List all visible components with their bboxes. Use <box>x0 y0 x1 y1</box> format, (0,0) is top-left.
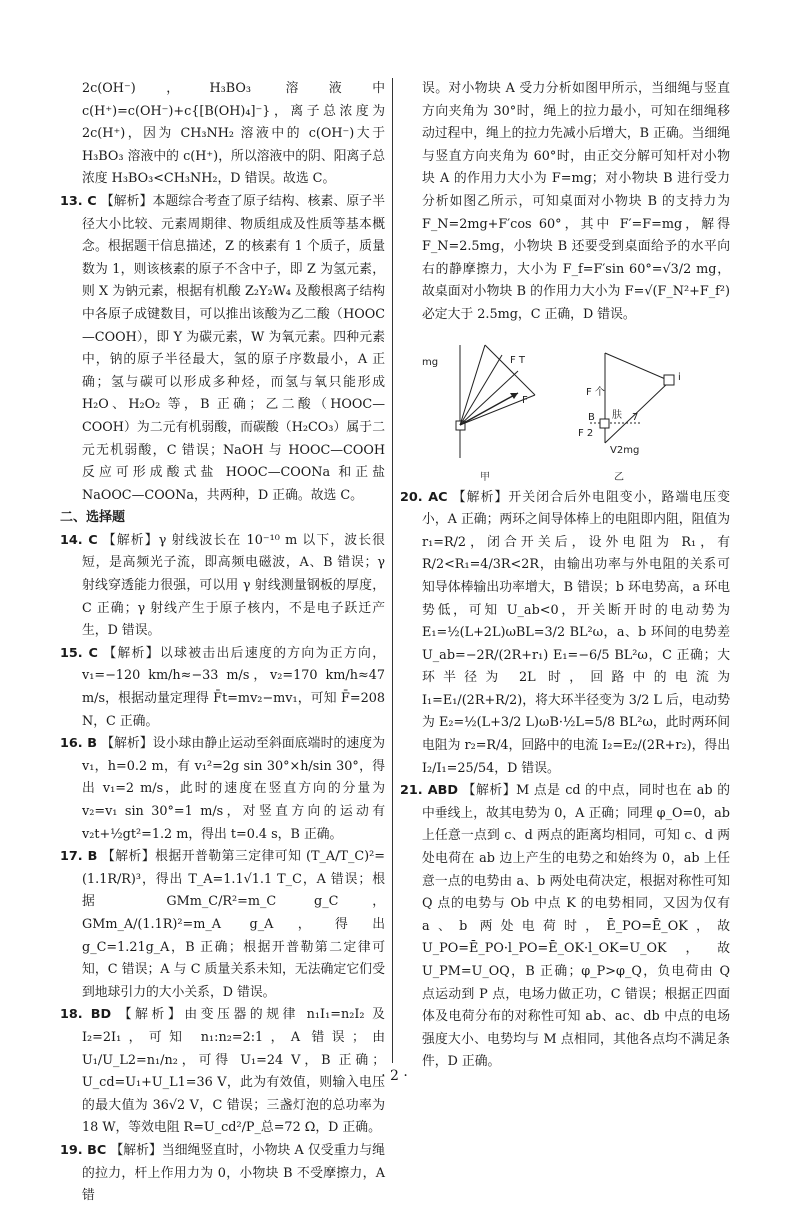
question-number: 16. B <box>60 736 97 752</box>
question-19 <box>60 1140 385 1208</box>
label-f-up: F 个 <box>586 386 605 398</box>
question-text: 【解析】M 点是 cd 的中点，同时也在 ab 的中垂线上，故其电势为 0，A 正确；同理 φ_O=0，ab 上任意一点到 c、d 两点的距离均相同，可知 c、d 两处电荷在 ab 边上产生的电势之和始终为 0，ab 上任意一点的电势由 a、b 两处电荷决定，根据对称性可知 Q 点的电势与 Ob 中点 K 的电势相同，又因为仅有 a、b 两处电荷时，Ē_PO=Ē_OK，故 U_PO=Ē_PO·l_PO=Ē_OK·l_OK=U_OK，故 U_PM=U_OQ，B 正确；φ_P>φ_Q，负电荷由 Q 点运动到 P 点，电场力做正功，C 错误；根据正四面体及电荷分布的对称性可知 ab、ac、db 中点的电场强度大小、电势均与 M 点相同，其他各点均不满足条件，D 正确。 <box>422 783 731 1070</box>
label-f: F <box>522 394 528 406</box>
question-number: 14. C <box>60 532 98 548</box>
label-mg: mg <box>422 356 439 368</box>
question-19-continued: 误。对小物块 A 受力分析如图甲所示，当细绳与竖直方向夹角为 30°时，绳上的拉力最小，可知在细绳移动过程中，绳上的拉力先减小后增大，B 正确。当细绳与竖直方向夹角为 60°时，由正交分解可知杆对小物块 A 的作用力大小为 F=mg；对小物块 B 进行受力分析如图乙所示，可知桌面对小物块 B 的支持力为 F_N=2mg+F′cos 60°，其中 F′=F=mg，解得 F_N=2.5mg，小物块 B 还要受到桌面给予的水平向右的静摩擦力，大小为 F_f=F′sin 60°=√3/2 mg，故桌面对小物块 B 的作用力大小为 F=√(F_N²+F_f²) 必定大于 2.5mg，C 正确，D 错误。 <box>422 81 730 322</box>
caption-yi: 乙 <box>614 471 624 483</box>
label-f2: F 2 <box>578 427 594 439</box>
figure-yi <box>578 353 681 483</box>
question-17 <box>60 846 385 1004</box>
force-line-2 <box>460 355 502 425</box>
caption-jia: 甲 <box>480 471 490 483</box>
right-column <box>400 78 730 1074</box>
question-13 <box>60 191 385 507</box>
figure-jia <box>422 345 535 483</box>
label-seven: 7 <box>632 411 639 423</box>
label-b: B <box>588 411 595 423</box>
question-text: 【解析】本题综合考查了原子结构、核素、原子半径大小比较、元素周期律、物质组成及性质等基本概念。根据题干信息描述，Z 的核素有 1 个质子，质量数为 1，则该核素的原子不含中子，即 Z 为氢元素，则 X 为钠元素，根据有机酸 Z₂Y₂W₄ 及酸根离子结构中各原子成键数目，可以推出该酸为乙二酸（HOOC—COOH），即 Y 为碳元素，W 为氧元素。四种元素中，钠的原子半径最大，氢的原子序数最小，A 正确；氢与碳可以形成多种烃，而氢与氧只能形成 H₂O、H₂O₂ 等，B 正确；乙二酸（HOOC—COOH）为二元有机弱酸，而碳酸（H₂CO₃）属于二元无机弱酸，C 错误；NaOH 与 HOOC—COOH 反应可形成酸式盐 HOOC—COONa 和正盐 NaOOC—COONa，共两种，D 正确。故选 C。 <box>82 193 385 503</box>
question-text: 【解析】γ 射线波长在 10⁻¹⁰ m 以下，波长很短，是高频光子流，即高频电磁波，A、B 错误；γ 射线穿透能力很强，可以用 γ 射线测量钢板的厚度，C 正确；γ 射线产生于原子核内，不是电子跃迁产生，D 错误。 <box>82 532 385 639</box>
question-text: 【解析】开关闭合后外电阻变小，路端电压变小，A 正确；两环之间导体棒上的电阻即内阻，阻值为 r₁=R/2，闭合开关后，设外电阻为 R₁，有 R/2<R₁=4/3R<2R，由输出功率与外电阻的关系可知导体棒输出功率增大，B 错误；b 环电势高，a 环电势低，可知 U_ab<0，开关断开时的电动势为 E₁=½(L+2L)ωBL=3/2 BL²ω，a、b 环间的电势差 U_ab=−2R/(2R+r₁) E₁=−6/5 BL²ω，C 正确；大环半径为 2L 时，回路中的电流为 I₁=E₁/(2R+R/2)，将大环半径变为 3/2 L 后，电动势为 E₂=½(L+3/2 L)ωB·½L=5/8 BL²ω，此时两环间电阻为 r₂=R/4，回路中的电流 I₂=E₂/(2R+r₂)，得出 I₂/I₁=25/54，D 错误。 <box>422 489 731 776</box>
question-text: 【解析】以球被击出后速度的方向为正方向，v₁=−120 km/h≈−33 m/s，v₂=170 km/h≈47 m/s，根据动量定理得 F̄t=mv₂−mv₁，可知 F̄=208 N，C 正确。 <box>82 645 385 729</box>
question-text: 【解析】设小球由静止运动至斜面底端时的速度为 v₁，h=0.2 m，有 v₁²=2g sin 30°×h/sin 30°，得出 v₁=2 m/s，此时的速度在竖直方向的分量为 v₂=v₁ sin 30°=1 m/s，对竖直方向的运动有 v₂t+½gt²=1.2 m，得出 t=0.4 s，B 正确。 <box>82 736 386 842</box>
question-number: 19. BC <box>60 1142 107 1158</box>
question-text: 【解析】由变压器的规律 n₁I₁=n₂I₂ 及 I₂=2I₁，可知 n₁:n₂=2:1，A 错误；由 U₁/U_L2=n₁/n₂，可得 U₁=24 V，B 正确；U_cd=U₁+U_L1=36 V，此为有效值，则输入电压的最大值为 36√2 V，C 错误；三盏灯泡的总功率为 18 W，等效电阻 R=U_cd²/P_总=72 Ω，D 正确。 <box>82 1007 385 1136</box>
question-number: 20. AC <box>400 489 448 505</box>
column-divider <box>392 78 393 1063</box>
section-heading: 二、选择题 <box>60 510 126 526</box>
question-text: 【解析】当细绳竖直时，小物块 A 仅受重力与绳的拉力，杆上作用力为 0，小物块 B 不受摩擦力，A 错 <box>82 1142 385 1204</box>
question-number: 13. C <box>60 193 97 209</box>
question-21 <box>400 780 730 1074</box>
label-i: i <box>678 371 681 383</box>
force-diagrams <box>400 333 730 483</box>
label-fu: 肤 <box>612 409 622 421</box>
block-small <box>600 419 609 428</box>
label-v2mg: V2mg <box>610 444 640 456</box>
paragraph-continued: 2c(OH⁻)，H₃BO₃ 溶液中 c(H⁺)=c(OH⁻)+c{[B(OH)₄]⁻}，离子总浓度为 2c(H⁺)，因为 CH₃NH₂ 溶液中的 c(OH⁻)大于 H₃BO₃ 溶液中的 c(H⁺)，所以溶液中的阴、阳离子总浓度 H₃BO₃<CH₃NH₂，D 错误。故选 C。 <box>82 81 385 187</box>
question-number: 18. BD <box>60 1007 112 1023</box>
question-text: 【解析】根据开普勒第三定律可知 (T_A/T_C)²=(1.1R/R)³，得出 T_A=1.1√1.1 T_C，A 错误；根据 GMm_C/R²=m_C g_C，GMm_A/(1.1R)²=m_A g_A，得出 g_C=1.21g_A，B 正确；根据开普勒第二定律可知，C 错误；A 与 C 质量关系未知，无法确定它们受到地球引力的大小关系，D 错误。 <box>82 849 385 1000</box>
block-b <box>664 375 674 385</box>
page-number: · 2 · <box>381 1068 408 1084</box>
question-number: 15. C <box>60 645 98 661</box>
question-number: 21. ABD <box>400 783 458 799</box>
rope-line <box>605 353 670 381</box>
question-16 <box>60 733 385 846</box>
question-number: 17. B <box>60 849 98 865</box>
question-15 <box>60 643 385 733</box>
question-20 <box>400 487 730 781</box>
force-diagram-svg <box>400 333 730 483</box>
label-ft: F T <box>510 354 526 366</box>
question-14 <box>60 530 385 643</box>
left-column <box>60 78 385 1208</box>
